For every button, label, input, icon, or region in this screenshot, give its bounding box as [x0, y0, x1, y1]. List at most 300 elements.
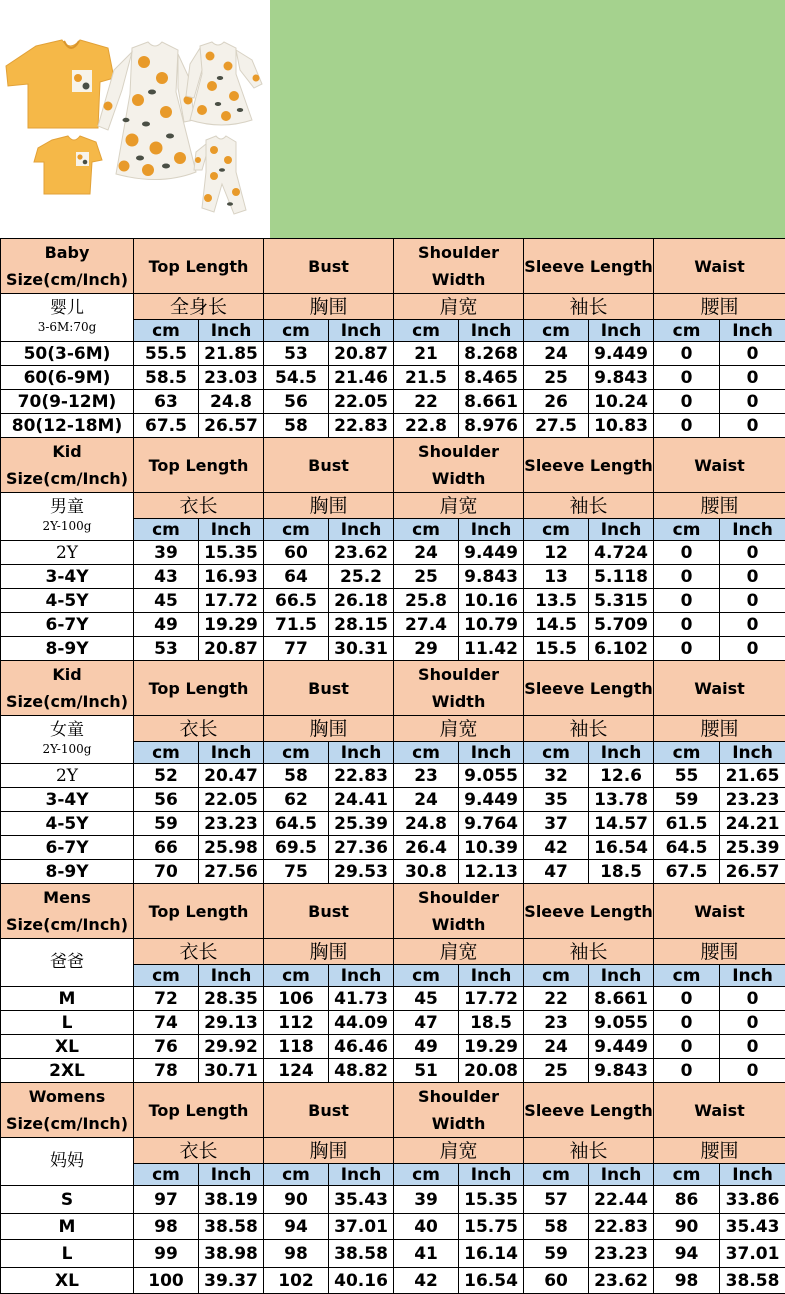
category-unit-label: Size(cm/Inch): [1, 465, 133, 492]
category-label: Kid: [1, 438, 133, 465]
measurement-cell: 35.43: [329, 1186, 394, 1214]
table-row: [1, 1035, 785, 1059]
unit-cell: Inch: [589, 1164, 654, 1186]
girls-dress: [186, 42, 262, 125]
unit-cell: cm: [264, 1164, 329, 1186]
measurement-cell: 23.23: [199, 812, 264, 836]
measurement-cell: 24: [394, 541, 459, 565]
measurement-cell: 9.055: [589, 1011, 654, 1035]
unit-cell: cm: [654, 1164, 720, 1186]
measurement-cell: 0: [654, 342, 720, 366]
measurement-cell: 44.09: [329, 1011, 394, 1035]
measure-header: Sleeve Length: [524, 1083, 654, 1138]
measurement-cell: 106: [264, 987, 329, 1011]
measurement-cell: 0: [654, 613, 720, 637]
size-cell: 80(12-18M): [1, 414, 134, 438]
chinese-measure-label: 袖长: [524, 716, 654, 742]
measurement-cell: 33.86: [720, 1186, 785, 1214]
unit-cell: Inch: [329, 965, 394, 987]
measurement-cell: 69.5: [264, 836, 329, 860]
chinese-measure-label: 袖长: [524, 939, 654, 965]
measurement-cell: 64.5: [654, 836, 720, 860]
measurement-cell: 10.79: [459, 613, 524, 637]
measurement-cell: 67.5: [134, 414, 199, 438]
subcategory-cell: [1, 493, 134, 541]
measurement-cell: 0: [720, 342, 785, 366]
measurement-cell: 5.118: [589, 565, 654, 589]
measurement-cell: 13.78: [589, 788, 654, 812]
measurement-cell: 20.87: [199, 637, 264, 661]
measurement-cell: 22.44: [589, 1186, 654, 1214]
unit-cell: cm: [134, 965, 199, 987]
measurement-cell: 0: [654, 390, 720, 414]
size-cell: 6-7Y: [1, 836, 134, 860]
measurement-cell: 58: [264, 414, 329, 438]
unit-cell: Inch: [199, 1164, 264, 1186]
measurement-cell: 21.46: [329, 366, 394, 390]
measurement-cell: 99: [134, 1240, 199, 1268]
measurement-cell: 38.98: [199, 1240, 264, 1268]
measurement-cell: 12: [524, 541, 589, 565]
measurement-cell: 24: [524, 1035, 589, 1059]
measurement-cell: 12.6: [589, 764, 654, 788]
measurement-cell: 38.58: [199, 1214, 264, 1240]
measurement-cell: 25.39: [329, 812, 394, 836]
measurement-cell: 35.43: [720, 1214, 785, 1240]
measurement-cell: 10.16: [459, 589, 524, 613]
section-header-row: [1, 884, 785, 939]
measurement-cell: 39.37: [199, 1268, 264, 1294]
chinese-measure-label: 胸围: [264, 493, 394, 519]
unit-cell: Inch: [720, 742, 785, 764]
measurement-cell: 9.843: [459, 565, 524, 589]
measurement-cell: 10.83: [589, 414, 654, 438]
size-cell: M: [1, 987, 134, 1011]
measurement-cell: 30.31: [329, 637, 394, 661]
subcategory-weight: 3-6M:70g: [1, 318, 133, 337]
measurement-cell: 11.42: [459, 637, 524, 661]
measurement-cell: 55: [654, 764, 720, 788]
measurement-cell: 21.65: [720, 764, 785, 788]
size-cell: L: [1, 1240, 134, 1268]
subcategory-label: 婴儿: [1, 299, 133, 318]
measurement-cell: 21.85: [199, 342, 264, 366]
measure-header: Waist: [654, 661, 785, 716]
measurement-cell: 22: [524, 987, 589, 1011]
category-label: Baby: [1, 239, 133, 266]
measurement-cell: 58: [524, 1214, 589, 1240]
measure-header: Sleeve Length: [524, 884, 654, 939]
chinese-label-row: [1, 1138, 785, 1164]
measurement-cell: 40.16: [329, 1268, 394, 1294]
measurement-cell: 22: [394, 390, 459, 414]
subcategory-cell: [1, 939, 134, 987]
size-cell: XL: [1, 1268, 134, 1294]
section-header-row: [1, 438, 785, 493]
measure-header: Bust: [264, 1083, 394, 1138]
measurement-cell: 25.98: [199, 836, 264, 860]
size-cell: 50(3-6M): [1, 342, 134, 366]
unit-cell: cm: [264, 320, 329, 342]
measurement-cell: 32: [524, 764, 589, 788]
measurement-cell: 29.92: [199, 1035, 264, 1059]
measurement-cell: 53: [264, 342, 329, 366]
measure-header: Waist: [654, 438, 785, 493]
size-cell: 3-4Y: [1, 565, 134, 589]
unit-cell: Inch: [459, 320, 524, 342]
unit-cell: Inch: [589, 519, 654, 541]
table-row: [1, 613, 785, 637]
measurement-cell: 26.18: [329, 589, 394, 613]
chinese-measure-label: 胸围: [264, 294, 394, 320]
measurement-cell: 25.39: [720, 836, 785, 860]
measurement-cell: 23: [524, 1011, 589, 1035]
measurement-cell: 6.102: [589, 637, 654, 661]
measure-header: Top Length: [134, 239, 264, 294]
size-cell: 2XL: [1, 1059, 134, 1083]
measurement-cell: 8.465: [459, 366, 524, 390]
unit-cell: cm: [524, 519, 589, 541]
measurement-cell: 37.01: [329, 1214, 394, 1240]
subcategory-label: 女童: [1, 721, 133, 740]
unit-cell: cm: [264, 519, 329, 541]
measurement-cell: 0: [654, 1059, 720, 1083]
measurement-cell: 17.72: [459, 987, 524, 1011]
measurement-cell: 41.73: [329, 987, 394, 1011]
measurement-cell: 9.449: [589, 1035, 654, 1059]
measurement-cell: 53: [134, 637, 199, 661]
size-cell: 60(6-9M): [1, 366, 134, 390]
measurement-cell: 23.62: [329, 541, 394, 565]
chinese-measure-label: 腰围: [654, 939, 785, 965]
measurement-cell: 23.03: [199, 366, 264, 390]
unit-cell: cm: [654, 320, 720, 342]
measurement-cell: 23.23: [589, 1240, 654, 1268]
measurement-cell: 30.71: [199, 1059, 264, 1083]
chinese-label-row: [1, 939, 785, 965]
size-cell: 3-4Y: [1, 788, 134, 812]
chinese-measure-label: 肩宽: [394, 716, 524, 742]
measurement-cell: 8.661: [459, 390, 524, 414]
measurement-cell: 76: [134, 1035, 199, 1059]
category-label: Kid: [1, 661, 133, 688]
unit-cell: Inch: [459, 519, 524, 541]
table-row: [1, 1268, 785, 1294]
chinese-measure-label: 袖长: [524, 493, 654, 519]
measurement-cell: 4.724: [589, 541, 654, 565]
measurement-cell: 0: [720, 1059, 785, 1083]
table-row: [1, 1059, 785, 1083]
unit-cell: cm: [264, 965, 329, 987]
measurement-cell: 63: [134, 390, 199, 414]
measurement-cell: 5.709: [589, 613, 654, 637]
measurement-cell: 0: [720, 541, 785, 565]
measurement-cell: 43: [134, 565, 199, 589]
subcategory-cell: [1, 716, 134, 764]
measurement-cell: 25.8: [394, 589, 459, 613]
measurement-cell: 22.8: [394, 414, 459, 438]
measurement-cell: 78: [134, 1059, 199, 1083]
chinese-measure-label: 袖长: [524, 1138, 654, 1164]
unit-cell: Inch: [329, 519, 394, 541]
measure-header: Waist: [654, 884, 785, 939]
measurement-cell: 9.449: [589, 342, 654, 366]
measurement-cell: 0: [720, 637, 785, 661]
measurement-cell: 20.87: [329, 342, 394, 366]
table-row: [1, 860, 785, 884]
measurement-cell: 0: [654, 637, 720, 661]
measure-header: Top Length: [134, 438, 264, 493]
unit-cell: cm: [394, 1164, 459, 1186]
measurement-cell: 67.5: [654, 860, 720, 884]
measurement-cell: 22.83: [329, 764, 394, 788]
chinese-measure-label: 肩宽: [394, 294, 524, 320]
measurement-cell: 26.4: [394, 836, 459, 860]
table-row: [1, 1214, 785, 1240]
unit-cell: Inch: [589, 965, 654, 987]
measure-header: Top Length: [134, 1083, 264, 1138]
chinese-measure-label: 肩宽: [394, 493, 524, 519]
unit-cell: cm: [654, 519, 720, 541]
unit-cell: Inch: [720, 519, 785, 541]
subcategory-label: 男童: [1, 498, 133, 517]
measurement-cell: 60: [524, 1268, 589, 1294]
baby-romper: [194, 136, 246, 214]
section-header-row: [1, 239, 785, 294]
chinese-measure-label: 胸围: [264, 939, 394, 965]
subcategory-weight: 2Y-100g: [1, 517, 133, 536]
chinese-measure-label: 肩宽: [394, 939, 524, 965]
measurement-cell: 0: [720, 1011, 785, 1035]
measurement-cell: 25.2: [329, 565, 394, 589]
category-header: [1, 239, 134, 294]
measurement-cell: 10.24: [589, 390, 654, 414]
measurement-cell: 57: [524, 1186, 589, 1214]
table-row: [1, 1011, 785, 1035]
measurement-cell: 94: [264, 1214, 329, 1240]
measurement-cell: 74: [134, 1011, 199, 1035]
measure-header: Sleeve Length: [524, 438, 654, 493]
subcategory-label: 妈妈: [1, 1152, 133, 1171]
unit-cell: cm: [524, 742, 589, 764]
measurement-cell: 0: [654, 565, 720, 589]
child-tshirt: [34, 136, 102, 194]
table-row: [1, 812, 785, 836]
measurement-cell: 24.8: [199, 390, 264, 414]
table-row: [1, 414, 785, 438]
measure-header: Waist: [654, 1083, 785, 1138]
measurement-cell: 25: [394, 565, 459, 589]
category-unit-label: Size(cm/Inch): [1, 688, 133, 715]
table-row: [1, 342, 785, 366]
unit-cell: cm: [134, 1164, 199, 1186]
measurement-cell: 15.75: [459, 1214, 524, 1240]
measurement-cell: 8.976: [459, 414, 524, 438]
unit-cell: cm: [524, 965, 589, 987]
measurement-cell: 49: [134, 613, 199, 637]
measurement-cell: 39: [134, 541, 199, 565]
measurement-cell: 0: [654, 541, 720, 565]
measurement-cell: 46.46: [329, 1035, 394, 1059]
measurement-cell: 47: [524, 860, 589, 884]
category-label: Womens: [1, 1083, 133, 1110]
measurement-cell: 9.843: [589, 366, 654, 390]
measurement-cell: 0: [720, 366, 785, 390]
measurement-cell: 8.268: [459, 342, 524, 366]
measurement-cell: 41: [394, 1240, 459, 1268]
size-chart-table: [0, 238, 785, 1294]
measurement-cell: 38.58: [720, 1268, 785, 1294]
measurement-cell: 14.5: [524, 613, 589, 637]
measurement-cell: 0: [654, 414, 720, 438]
measurement-cell: 16.54: [459, 1268, 524, 1294]
measurement-cell: 0: [654, 589, 720, 613]
measurement-cell: 0: [720, 589, 785, 613]
subcategory-cell: [1, 294, 134, 342]
measurement-cell: 0: [720, 1035, 785, 1059]
chinese-measure-label: 全身长: [134, 294, 264, 320]
adult-tshirt: [6, 40, 114, 128]
unit-cell: Inch: [329, 320, 394, 342]
measurement-cell: 70: [134, 860, 199, 884]
measurement-cell: 29: [394, 637, 459, 661]
measurement-cell: 39: [394, 1186, 459, 1214]
unit-cell: Inch: [199, 742, 264, 764]
measurement-cell: 47: [394, 1011, 459, 1035]
measurement-cell: 42: [394, 1268, 459, 1294]
measurement-cell: 24.41: [329, 788, 394, 812]
measurement-cell: 26: [524, 390, 589, 414]
table-row: [1, 987, 785, 1011]
measure-header: Shoulder Width: [394, 884, 524, 939]
chinese-measure-label: 衣长: [134, 716, 264, 742]
product-illustration: [0, 0, 270, 238]
chinese-measure-label: 衣长: [134, 1138, 264, 1164]
unit-cell: Inch: [199, 965, 264, 987]
subcategory-label: 爸爸: [1, 953, 133, 972]
womens-dress: [98, 42, 196, 180]
table-row: [1, 836, 785, 860]
measurement-cell: 15.35: [199, 541, 264, 565]
unit-cell: cm: [654, 965, 720, 987]
measurement-cell: 26.57: [720, 860, 785, 884]
category-unit-label: Size(cm/Inch): [1, 1110, 133, 1137]
measurement-cell: 38.19: [199, 1186, 264, 1214]
measurement-cell: 75: [264, 860, 329, 884]
size-cell: 4-5Y: [1, 812, 134, 836]
unit-cell: cm: [134, 519, 199, 541]
unit-cell: cm: [394, 320, 459, 342]
size-cell: 8-9Y: [1, 860, 134, 884]
category-label: Mens: [1, 884, 133, 911]
chinese-label-row: [1, 294, 785, 320]
measurement-cell: 56: [264, 390, 329, 414]
measurement-cell: 12.13: [459, 860, 524, 884]
measurement-cell: 23.23: [720, 788, 785, 812]
measurement-cell: 21: [394, 342, 459, 366]
measurement-cell: 61.5: [654, 812, 720, 836]
category-header: [1, 661, 134, 716]
measurement-cell: 24.21: [720, 812, 785, 836]
measurement-cell: 24.8: [394, 812, 459, 836]
chinese-measure-label: 胸围: [264, 716, 394, 742]
measurement-cell: 35: [524, 788, 589, 812]
unit-cell: Inch: [199, 320, 264, 342]
measurement-cell: 38.58: [329, 1240, 394, 1268]
unit-cell: Inch: [720, 1164, 785, 1186]
unit-cell: cm: [134, 742, 199, 764]
chinese-measure-label: 腰围: [654, 716, 785, 742]
measurement-cell: 58: [264, 764, 329, 788]
measurement-cell: 29.53: [329, 860, 394, 884]
table-row: [1, 637, 785, 661]
measurement-cell: 102: [264, 1268, 329, 1294]
size-cell: 6-7Y: [1, 613, 134, 637]
measurement-cell: 59: [524, 1240, 589, 1268]
measurement-cell: 0: [654, 987, 720, 1011]
measurement-cell: 90: [654, 1214, 720, 1240]
unit-cell: Inch: [720, 320, 785, 342]
size-cell: 70(9-12M): [1, 390, 134, 414]
unit-cell: cm: [654, 742, 720, 764]
measure-header: Waist: [654, 239, 785, 294]
measurement-cell: 59: [134, 812, 199, 836]
unit-cell: Inch: [589, 742, 654, 764]
measurement-cell: 23: [394, 764, 459, 788]
chinese-measure-label: 胸围: [264, 1138, 394, 1164]
unit-cell: cm: [524, 320, 589, 342]
unit-cell: Inch: [329, 742, 394, 764]
unit-cell: Inch: [329, 1164, 394, 1186]
measurement-cell: 9.764: [459, 812, 524, 836]
measurement-cell: 45: [394, 987, 459, 1011]
table-row: [1, 390, 785, 414]
measurement-cell: 5.315: [589, 589, 654, 613]
green-banner: [270, 0, 785, 238]
size-cell: 2Y: [1, 541, 134, 565]
chinese-measure-label: 衣长: [134, 493, 264, 519]
measurement-cell: 0: [720, 987, 785, 1011]
measurement-cell: 13: [524, 565, 589, 589]
chinese-measure-label: 腰围: [654, 294, 785, 320]
measurement-cell: 0: [720, 613, 785, 637]
measurement-cell: 22.05: [199, 788, 264, 812]
measurement-cell: 8.661: [589, 987, 654, 1011]
table-row: [1, 565, 785, 589]
measurement-cell: 55.5: [134, 342, 199, 366]
measure-header: Bust: [264, 438, 394, 493]
measurement-cell: 60: [264, 541, 329, 565]
chinese-label-row: [1, 493, 785, 519]
size-cell: L: [1, 1011, 134, 1035]
measurement-cell: 9.055: [459, 764, 524, 788]
section-header-row: [1, 661, 785, 716]
measurement-cell: 29.13: [199, 1011, 264, 1035]
measurement-cell: 64: [264, 565, 329, 589]
measurement-cell: 0: [720, 565, 785, 589]
measurement-cell: 64.5: [264, 812, 329, 836]
measurement-cell: 10.39: [459, 836, 524, 860]
measurement-cell: 0: [654, 1035, 720, 1059]
measurement-cell: 52: [134, 764, 199, 788]
table-row: [1, 1186, 785, 1214]
measurement-cell: 25: [524, 366, 589, 390]
unit-cell: cm: [134, 320, 199, 342]
measurement-cell: 15.35: [459, 1186, 524, 1214]
measure-header: Shoulder Width: [394, 239, 524, 294]
measurement-cell: 90: [264, 1186, 329, 1214]
measure-header: Shoulder Width: [394, 661, 524, 716]
